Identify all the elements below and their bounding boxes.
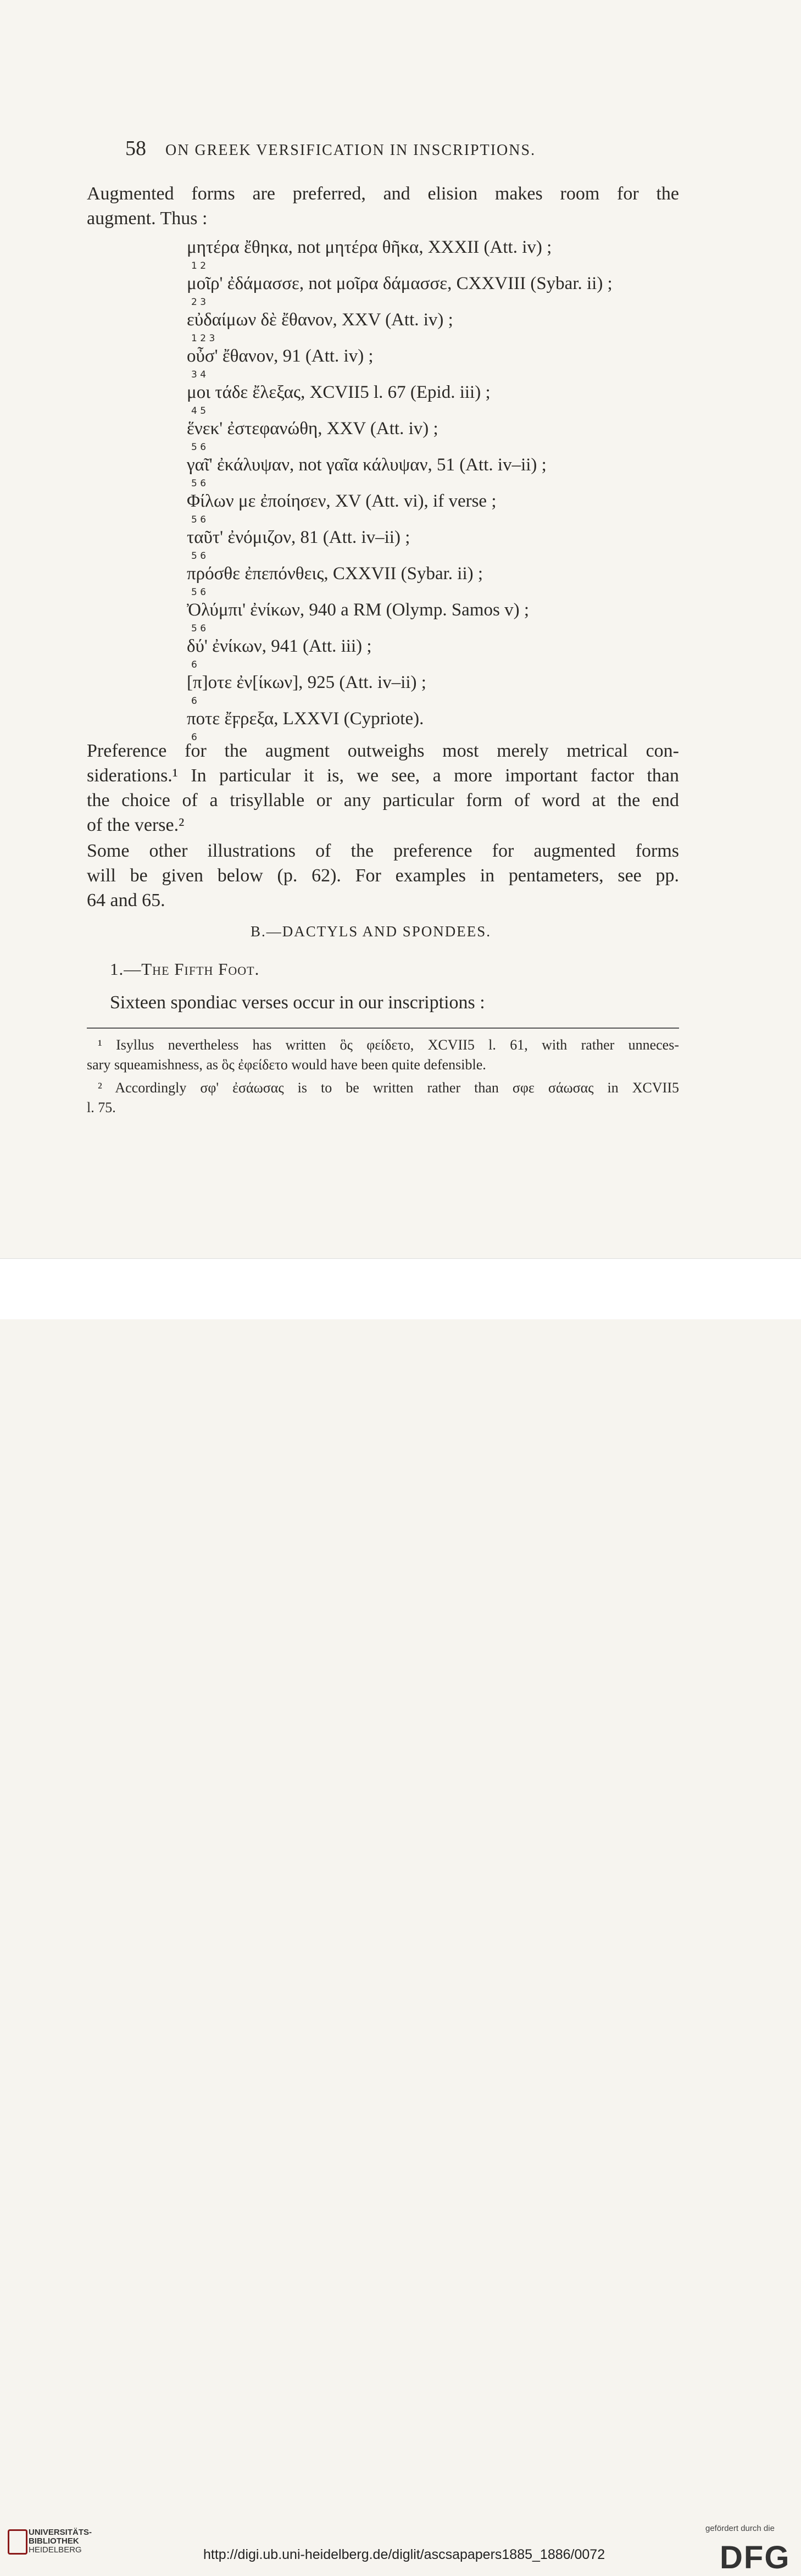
footnote-2 <box>87 1078 679 1118</box>
footnote-1 <box>87 1035 679 1075</box>
example-line: Φίλων με ἐποίησεν, XV (Att. vi), if verse ; <box>187 491 497 511</box>
foot-numbers: 5 6 <box>191 442 207 453</box>
text-line: the choice of a trisyllable or any particular form of word at the end <box>87 790 679 810</box>
footnote-line: sary squeamishness, as ὃς ἐφείδετο would have been quite defensible. <box>87 1057 486 1073</box>
footnote-rule <box>87 1028 679 1029</box>
sub-heading: 1.—The Fifth Foot. <box>110 959 260 979</box>
example-line: [π]οτε ἐν[ίκων], 925 (Att. iv–ii) ; <box>187 673 426 692</box>
source-url-link[interactable]: http://digi.ub.uni-heidelberg.de/diglit/ascsapapers1885_1886/0072 <box>203 2547 605 2562</box>
running-header <box>125 136 675 160</box>
footnote-line: ² Accordingly σφ' ἐσάωσας is to be written rather than σφε σάωσας in XCVII5 <box>98 1080 679 1096</box>
foot-numbers: 6 <box>191 659 197 670</box>
example-line: Ὀλύμπι' ἐνίκων, 940 a RM (Olymp. Samos v) ; <box>187 600 529 620</box>
example-line: εὐδαίμων δὲ ἔθανον, XXV (Att. iv) ; <box>187 310 453 330</box>
footer-bar <box>0 1258 801 2575</box>
paragraph-spondaic <box>87 990 679 1015</box>
library-name <box>29 2528 92 2555</box>
footnote-line: ¹ Isyllus nevertheless has written ὃς φείδετο, XCVII5 l. 61, with rather unneces- <box>98 1037 679 1053</box>
university-library-logo-icon <box>8 2529 27 2555</box>
text-line: will be given below (p. 62). For examples in pentameters, see pp. <box>87 865 679 886</box>
dfg-logo: DFG <box>720 2540 791 2575</box>
section-heading: B.—DACTYLS AND SPONDEES. <box>251 923 492 940</box>
text-line: augment. Thus : <box>87 208 208 229</box>
paragraph-preference <box>87 739 679 837</box>
text-line: Augmented forms are preferred, and elision makes room for the <box>87 184 679 204</box>
example-line: δύ' ἐνίκων, 941 (Att. iii) ; <box>187 636 372 656</box>
foot-numbers: 4 5 <box>191 406 207 417</box>
example-line: πρόσθε ἐπεπόνθεις, CXXVII (Sybar. ii) ; <box>187 564 483 584</box>
text-line: Some other illustrations of the preference for augmented forms <box>87 841 679 861</box>
text-line: siderations.¹ In particular it is, we see, a more important factor than <box>87 765 679 786</box>
example-line: μοι τάδε ἔλεξας, XCVII5 l. 67 (Epid. iii) ; <box>187 382 491 402</box>
foot-numbers: 6 <box>191 696 197 707</box>
foot-numbers: 5 6 <box>191 514 207 525</box>
library-name-line: UNIVERSITÄTS- <box>29 2528 92 2537</box>
foot-numbers: 5 6 <box>191 623 207 634</box>
example-line: ταῦτ' ἐνόμιζον, 81 (Att. iv–ii) ; <box>187 528 410 547</box>
example-line: οὖσ' ἔθανον, 91 (Att. iv) ; <box>187 346 374 366</box>
text-line: Sixteen spondiac verses occur in our inscriptions : <box>110 992 485 1013</box>
library-name-line: BIBLIOTHEK <box>29 2536 79 2546</box>
foot-numbers: 1 2 3 <box>191 333 215 344</box>
foot-numbers: 1 2 <box>191 260 207 271</box>
example-line: γαῖ' ἐκάλυψαν, not γαῖα κάλυψαν, 51 (Att. iv–ii) ; <box>187 455 547 475</box>
text-line: Preference for the augment outweighs most merely metrical con- <box>87 741 679 761</box>
footnote-line: l. 75. <box>87 1100 116 1115</box>
example-line: ἕνεκ' ἐστεφανώθη, XXV (Att. iv) ; <box>187 419 438 438</box>
funder-note: gefördert durch die <box>705 2524 775 2533</box>
foot-numbers: 5 6 <box>191 587 207 598</box>
foot-numbers: 5 6 <box>191 478 207 489</box>
page-number: 58 <box>125 137 146 160</box>
foot-numbers: 5 6 <box>191 551 207 562</box>
example-line: μητέρα ἔθηκα, not μητέρα θῆκα, XXXII (Att. iv) ; <box>187 237 552 257</box>
running-title: ON GREEK VERSIFICATION IN INSCRIPTIONS. <box>165 142 536 159</box>
text-line: of the verse.² <box>87 815 185 835</box>
scanned-page <box>0 0 801 1258</box>
library-name-line: HEIDELBERG <box>29 2545 82 2555</box>
example-line: ποτε ἔϝρεξα, LXXVI (Cypriote). <box>187 709 424 729</box>
foot-numbers: 6 <box>191 732 197 743</box>
example-line: μοῖρ' ἐδάμασσε, not μοῖρα δάμασσε, CXXVIII (Sybar. ii) ; <box>187 274 613 293</box>
foot-numbers: 2 3 <box>191 297 207 308</box>
intro-paragraph <box>87 181 679 231</box>
foot-numbers: 3 4 <box>191 369 207 380</box>
paragraph-illustrations <box>87 839 679 913</box>
text-line: 64 and 65. <box>87 890 165 911</box>
